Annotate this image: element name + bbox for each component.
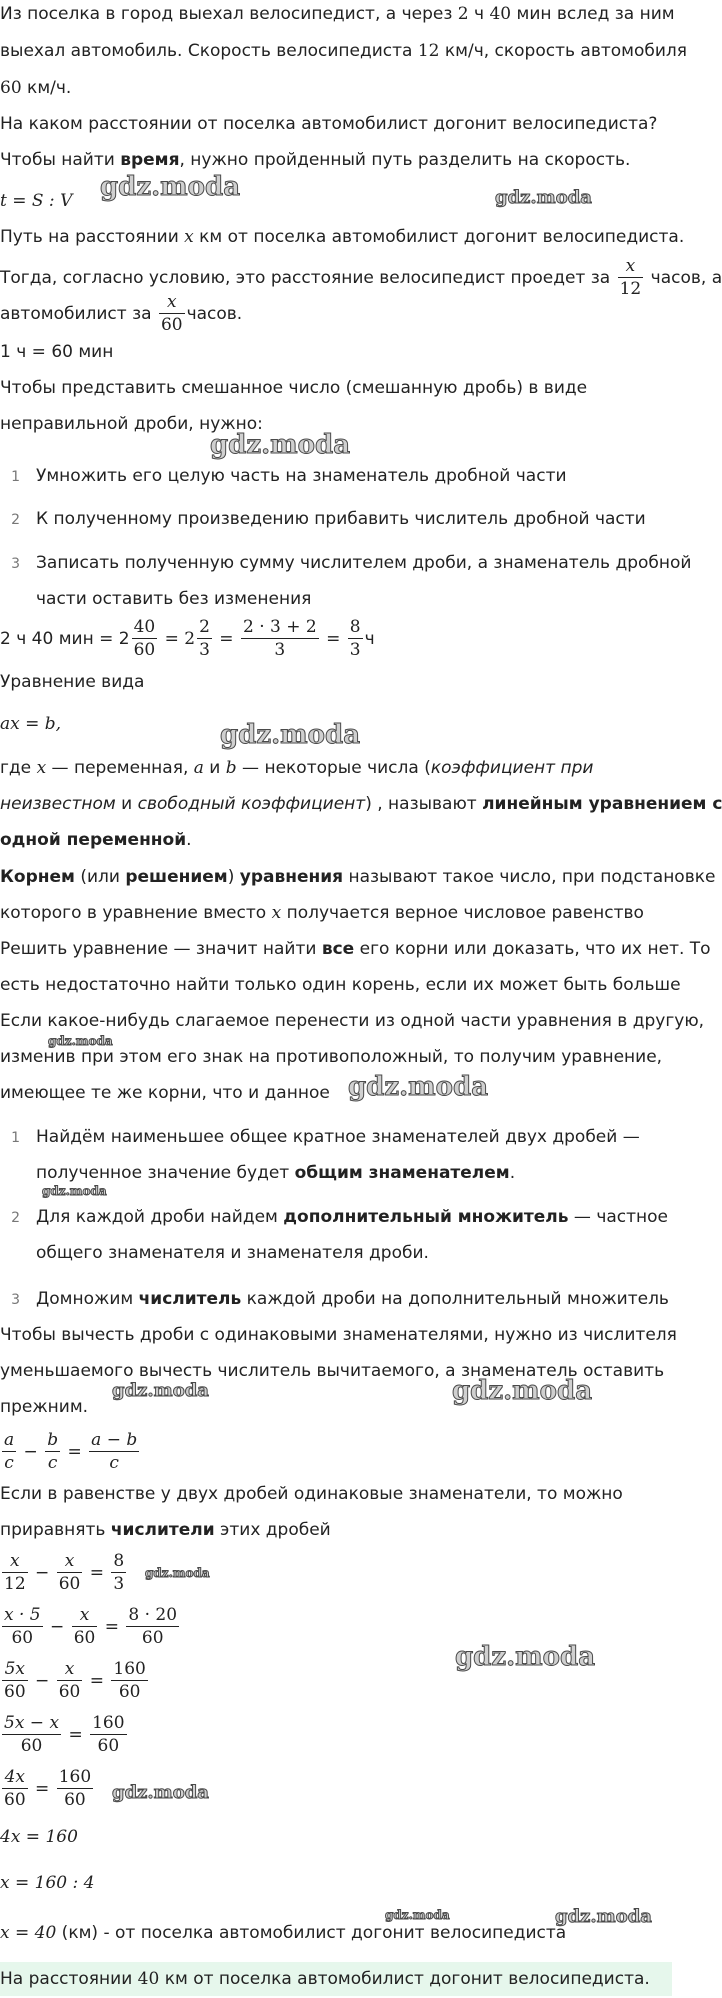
common-den-step-1: 1 Найдём наименьшее общее кратное знаменателей двух дробей — <box>11 1127 640 1147</box>
common-den-step-1-cont: полученное значение будет общим знаменателем. <box>36 1163 516 1183</box>
mixed-rule-line-2: неправильной дроби, нужно: <box>0 414 263 434</box>
common-den-step-3: 3 Домножим числитель каждой дроби на дополнительный множитель <box>11 1289 669 1309</box>
subtract-formula: $\frac{a}{c}$ − $\frac{b}{c}$ = $\frac{a - b}{c}$ <box>4 1430 138 1473</box>
answer-banner: На расстоянии 40 км от поселка автомобилист догонит велосипедиста. <box>0 1962 672 1996</box>
equation-result: x = 40 (км) - от поселка автомобилист догонит велосипедиста <box>0 1923 567 1943</box>
car-time: автомобилист за $\frac{x}{60}$ часов. <box>0 292 243 335</box>
time-rule: Чтобы найти время, нужно пройденный путь разделить на скорость. <box>0 150 631 170</box>
hour-conversion: 1 ч = 60 мин <box>0 342 114 362</box>
fraction: $\frac{x}{60}$ <box>160 292 183 335</box>
move-rule-3: имеющее те же корни, что и данное <box>0 1083 330 1103</box>
watermark: gdz.moda <box>455 1642 596 1672</box>
mixed-step-3-cont: части оставить без изменения <box>36 589 312 609</box>
time-conversion: 2 ч 40 мин = 2 $\frac{40}{60}$ = 2 $\frac{2}{3}$ = $\frac{2 \cdot 3 + 2}{3}$ = $\frac{8}{3}$ ч <box>0 617 375 660</box>
mixed-step-3: 3 Записать полученную сумму числителем дроби, а знаменатель дробной <box>11 553 692 573</box>
watermark: gdz.moda <box>348 1072 489 1102</box>
solve-def-1: Решить уравнение — значит найти все его корни или доказать, что их нет. То <box>0 939 711 959</box>
watermark: gdz.moda <box>42 1184 107 1198</box>
watermark: gdz.moda <box>112 1380 209 1401</box>
mixed-rule-line-1: Чтобы представить смешанное число (смешанную дробь) в виде <box>0 378 588 398</box>
equation-step-4: $\frac{5x - x}{60}$ = $\frac{160}{60}$ <box>4 1713 125 1756</box>
problem-line-2: выехал автомобиль. Скорость велосипедиста 12 км/ч, скорость автомобиля <box>0 41 688 61</box>
watermark: gdz.moda <box>210 430 351 460</box>
subtract-rule-2: уменьшаемого вычесть числитель вычитаемого, а знаменатель оставить <box>0 1361 665 1381</box>
time-formula: t = S : V <box>0 191 73 211</box>
equation-step-7: x = 160 : 4 <box>0 1873 95 1893</box>
equation-step-3: $\frac{5x}{60}$ − $\frac{x}{60}$ = $\frac{160}{60}$ <box>4 1659 146 1702</box>
watermark: gdz.moda <box>48 1034 113 1048</box>
path-statement: Путь на расстоянии x км от поселка автомобилист догонит велосипедиста. <box>0 227 685 247</box>
subtract-rule-1: Чтобы вычесть дроби с одинаковыми знаменателями, нужно из числителя <box>0 1325 677 1345</box>
equation-step-5: $\frac{4x}{60}$ = $\frac{160}{60}$ <box>4 1767 92 1810</box>
equation-step-1: $\frac{x}{12}$ − $\frac{x}{60}$ = $\frac{8}{3}$ <box>4 1551 125 1594</box>
watermark: gdz.moda <box>220 720 361 750</box>
fraction: $\frac{x}{12}$ <box>619 256 642 299</box>
equation-step-2: $\frac{x \cdot 5}{60}$ − $\frac{x}{60}$ = $\frac{8 \cdot 20}{60}$ <box>4 1605 178 1648</box>
move-rule-2: изменив при этом его знак на противоположный, то получим уравнение, <box>0 1047 663 1067</box>
linear-def-1: где x — переменная, a и b — некоторые числа (коэффициент при <box>0 758 594 778</box>
mixed-step-1: 1 Умножить его целую часть на знаменатель дробной части <box>11 466 567 486</box>
equal-rule-1: Если в равенстве у двух дробей одинаковые знаменатели, то можно <box>0 1484 623 1504</box>
linear-def-2: неизвестном и свободный коэффициент) , называют линейным уравнением с <box>0 794 722 814</box>
problem-line-3: 60 км/ч. <box>0 78 72 98</box>
watermark: gdz.moda <box>555 1906 652 1927</box>
watermark: gdz.moda <box>495 187 592 208</box>
linear-intro: Уравнение вида <box>0 672 145 692</box>
watermark: gdz.moda <box>452 1376 593 1406</box>
watermark: gdz.moda <box>385 1908 450 1922</box>
linear-def-3: одной переменной. <box>0 830 192 850</box>
watermark: gdz.moda <box>112 1782 209 1803</box>
equation-step-6: 4x = 160 <box>0 1827 78 1847</box>
watermark: gdz.moda <box>145 1566 210 1580</box>
solve-def-2: есть недостаточно найти только один корень, если их может быть больше <box>0 975 681 995</box>
root-def-1: Корнем (или решением) уравнения называют такое число, при подстановке <box>0 867 716 887</box>
equal-rule-2: приравнять числители этих дробей <box>0 1520 331 1540</box>
move-rule-1: Если какое-нибудь слагаемое перенести из одной части уравнения в другую, <box>0 1011 705 1031</box>
common-den-step-2: 2 Для каждой дроби найдем дополнительный множитель — частное <box>11 1207 669 1227</box>
linear-formula: ax = b, <box>0 714 62 734</box>
common-den-step-2-cont: общего знаменателя и знаменателя дроби. <box>36 1243 429 1263</box>
problem-line-1: Из поселка в город выехал велосипедист, а через 2 ч 40 мин вслед за ним <box>0 4 675 24</box>
mixed-step-2: 2 К полученному произведению прибавить числитель дробной части <box>11 509 646 529</box>
cyclist-time: Тогда, согласно условию, это расстояние велосипедист проедет за $\frac{x}{12}$ часов, а <box>0 256 722 299</box>
subtract-rule-3: прежним. <box>0 1397 89 1417</box>
problem-question: На каком расстоянии от поселка автомобилист догонит велосипедиста? <box>0 114 658 134</box>
watermark: gdz.moda <box>100 172 241 202</box>
root-def-2: которого в уравнение вместо x получается верное числовое равенство <box>0 903 644 923</box>
